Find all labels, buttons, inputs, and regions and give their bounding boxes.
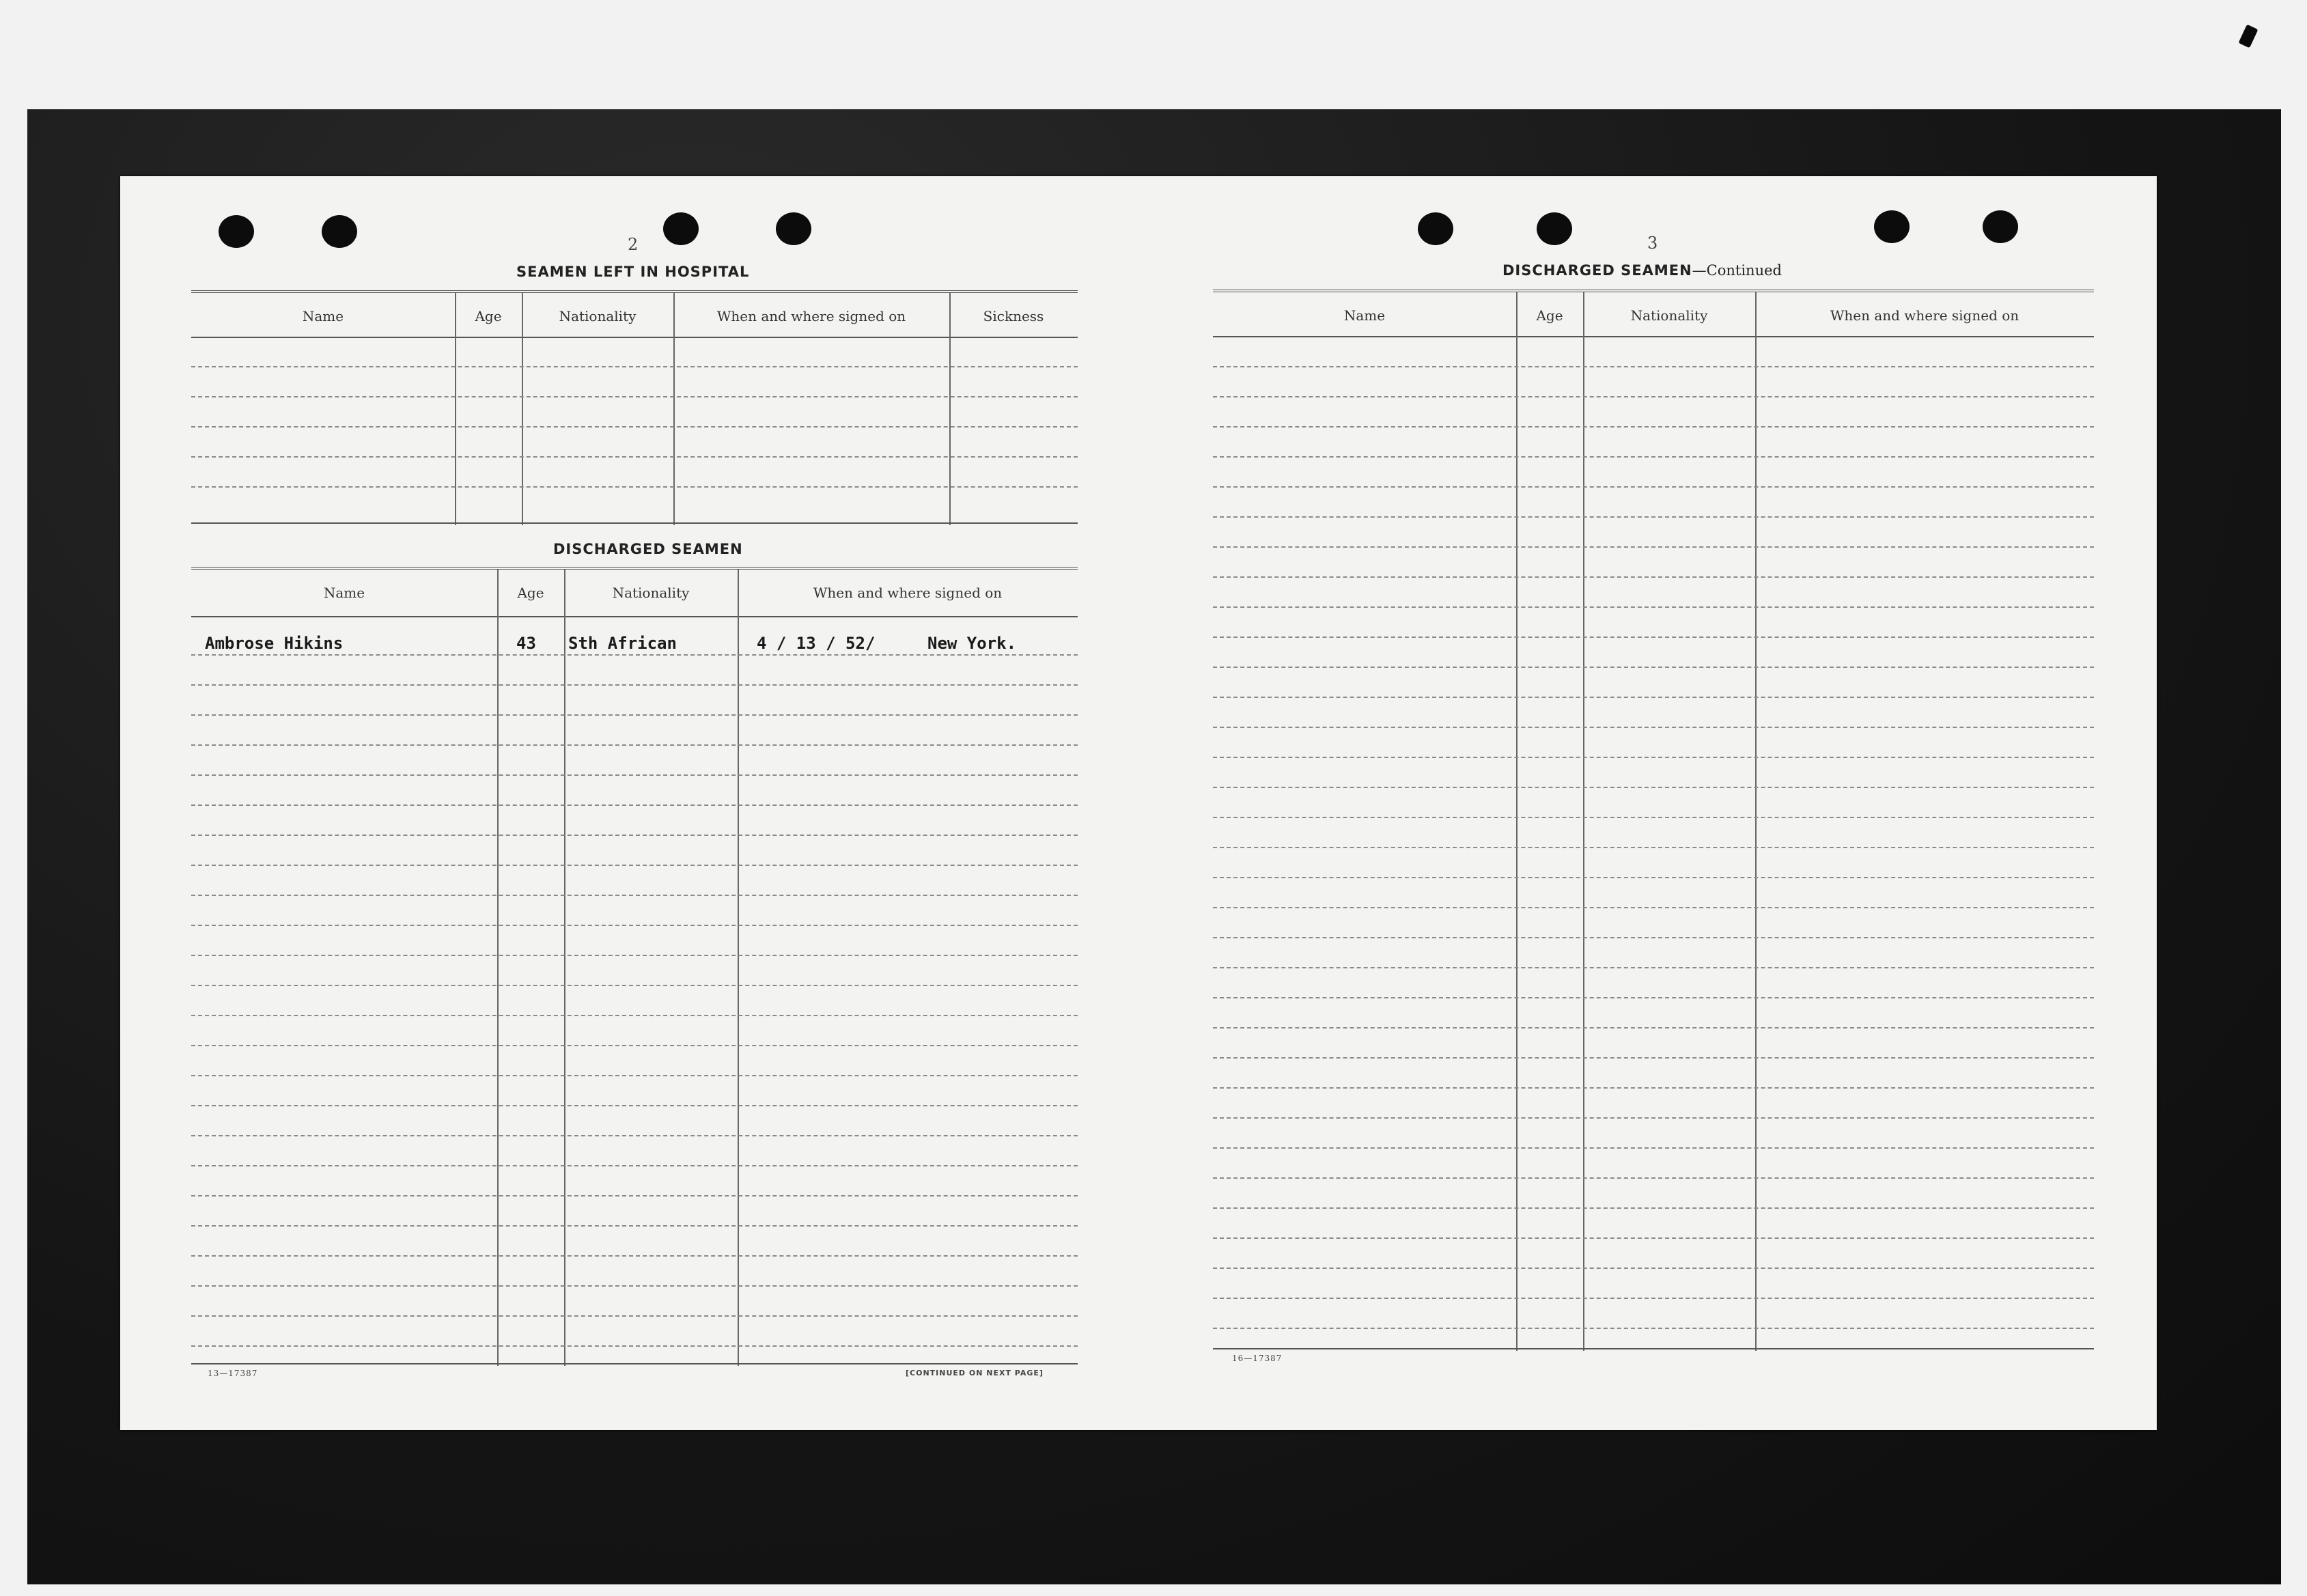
scan-border-right — [2281, 0, 2307, 1596]
ledger-rule — [1213, 576, 2094, 578]
ledger-rule — [191, 714, 1078, 716]
scan-border-bottom — [0, 1584, 2307, 1596]
continued-col-signed-on: When and where signed on — [1830, 307, 2019, 324]
ledger-rule — [1213, 1177, 2094, 1179]
punch-hole — [1537, 212, 1572, 245]
ledger-rule — [1213, 937, 2094, 938]
scan-border-left — [0, 0, 27, 1596]
hospital-col-name: Name — [302, 308, 344, 324]
ledger-rule — [191, 684, 1078, 686]
ledger-rule — [1213, 1268, 2094, 1269]
ledger-rule — [1213, 1237, 2094, 1239]
column-divider — [673, 293, 675, 525]
ledger-rule — [1213, 697, 2094, 698]
hospital-table — [191, 290, 1078, 525]
ledger-rule — [191, 925, 1078, 926]
ledger-rule — [191, 835, 1078, 836]
ledger-rule — [1213, 516, 2094, 518]
discharged-col-signed-on: When and where signed on — [813, 585, 1003, 601]
column-divider — [1755, 292, 1757, 1351]
ledger-rule — [1213, 1298, 2094, 1299]
ledger-rule — [191, 366, 1078, 367]
ledger-rule — [191, 985, 1078, 986]
ledger-rule — [1213, 817, 2094, 818]
ledger-rule — [191, 1345, 1078, 1347]
ledger-rule — [1213, 1057, 2094, 1059]
punch-hole — [663, 212, 699, 245]
ledger-rule — [1213, 1328, 2094, 1329]
ledger-rule — [1213, 757, 2094, 758]
hospital-col-nationality: Nationality — [559, 308, 637, 324]
column-divider — [738, 570, 739, 1366]
ledger-rule — [1213, 847, 2094, 848]
hospital-section-title: SEAMEN LEFT IN HOSPITAL — [516, 264, 750, 280]
discharged-col-age: Age — [517, 585, 544, 601]
discharged-table — [191, 567, 1078, 1366]
ledger-rule — [1213, 606, 2094, 608]
ledger-rule — [1213, 1087, 2094, 1089]
ledger-rule — [191, 955, 1078, 956]
ledger-rule — [1213, 366, 2094, 367]
ledger-rule — [1213, 667, 2094, 668]
table-bottom-rule — [191, 522, 1078, 524]
ledger-rule — [191, 1195, 1078, 1196]
ledger-rule — [191, 865, 1078, 866]
column-divider — [564, 570, 565, 1366]
ledger-rule — [191, 1285, 1078, 1287]
ledger-rule — [191, 774, 1078, 776]
ledger-rule — [191, 1165, 1078, 1166]
ledger-rule — [1213, 396, 2094, 397]
discharged-continued-title-main: DISCHARGED SEAMEN — [1502, 262, 1692, 279]
discharged-col-name: Name — [323, 585, 365, 601]
ledger-spread — [120, 176, 2157, 1430]
ledger-rule — [191, 1075, 1078, 1076]
column-divider — [522, 293, 523, 525]
column-divider — [1583, 292, 1584, 1351]
scan-border-top — [0, 0, 2307, 109]
ledger-rule — [1213, 787, 2094, 788]
ledger-rule — [191, 456, 1078, 458]
table-bottom-rule — [1213, 1348, 2094, 1349]
column-divider — [497, 570, 499, 1366]
discharged-continued-title — [1502, 262, 1782, 279]
punch-hole — [1983, 210, 2018, 243]
column-divider — [1516, 292, 1518, 1351]
ledger-rule — [1213, 907, 2094, 908]
entry-age: 43 — [516, 634, 536, 653]
entry-nationality: Sth African — [568, 634, 677, 653]
column-divider — [455, 293, 456, 525]
hospital-col-sickness: Sickness — [983, 308, 1044, 324]
ledger-rule — [191, 654, 1078, 656]
page-number-right: 3 — [1647, 234, 1658, 253]
ledger-rule — [1213, 967, 2094, 968]
discharged-col-nationality: Nationality — [612, 585, 690, 601]
punch-hole — [776, 212, 811, 245]
table-bottom-rule — [191, 1363, 1078, 1364]
ledger-rule — [1213, 1147, 2094, 1149]
punch-hole — [322, 215, 357, 248]
ledger-rule — [191, 1315, 1078, 1317]
ledger-rule — [191, 1045, 1078, 1046]
continued-col-name: Name — [1343, 307, 1386, 324]
discharged-continued-title-suffix: —Continued — [1692, 262, 1782, 279]
ledger-rule — [191, 1015, 1078, 1016]
continued-col-nationality: Nationality — [1630, 307, 1708, 324]
ledger-rule — [1213, 426, 2094, 428]
entry-signed-on-place: New York. — [927, 634, 1017, 653]
continued-note: [CONTINUED ON NEXT PAGE] — [906, 1369, 1044, 1377]
form-code-left: 13—17387 — [208, 1369, 258, 1378]
entry-name: Ambrose Hikins — [205, 634, 344, 653]
ledger-rule — [1213, 1117, 2094, 1119]
ledger-rule — [191, 804, 1078, 806]
ledger-rule — [1213, 636, 2094, 638]
ledger-rule — [191, 426, 1078, 428]
punch-hole — [1418, 212, 1453, 245]
ledger-rule — [191, 486, 1078, 488]
column-divider — [949, 293, 951, 525]
hospital-col-signed-on: When and where signed on — [716, 308, 906, 324]
ledger-rule — [1213, 546, 2094, 548]
discharged-section-title: DISCHARGED SEAMEN — [553, 541, 743, 557]
ledger-rule — [1213, 727, 2094, 728]
punch-hole — [1874, 210, 1910, 243]
ledger-rule — [1213, 1027, 2094, 1028]
ledger-rule — [191, 1105, 1078, 1106]
ledger-rule — [1213, 456, 2094, 458]
ledger-rule — [191, 1255, 1078, 1257]
form-code-right: 16—17387 — [1232, 1354, 1283, 1363]
discharged-continued-table — [1213, 290, 2094, 1351]
ledger-rule — [1213, 1207, 2094, 1209]
ledger-rule — [191, 744, 1078, 746]
ledger-rule — [191, 396, 1078, 397]
ledger-rule — [191, 895, 1078, 896]
ledger-rule — [191, 1135, 1078, 1136]
hospital-col-age: Age — [475, 308, 502, 324]
continued-col-age: Age — [1536, 307, 1563, 324]
ledger-rule — [191, 1225, 1078, 1227]
entry-signed-on-date: 4 / 13 / 52/ — [757, 634, 876, 653]
page-number-left: 2 — [628, 235, 639, 254]
ledger-rule — [1213, 486, 2094, 488]
ledger-rule — [1213, 997, 2094, 998]
punch-hole — [219, 215, 254, 248]
ledger-rule — [1213, 877, 2094, 878]
